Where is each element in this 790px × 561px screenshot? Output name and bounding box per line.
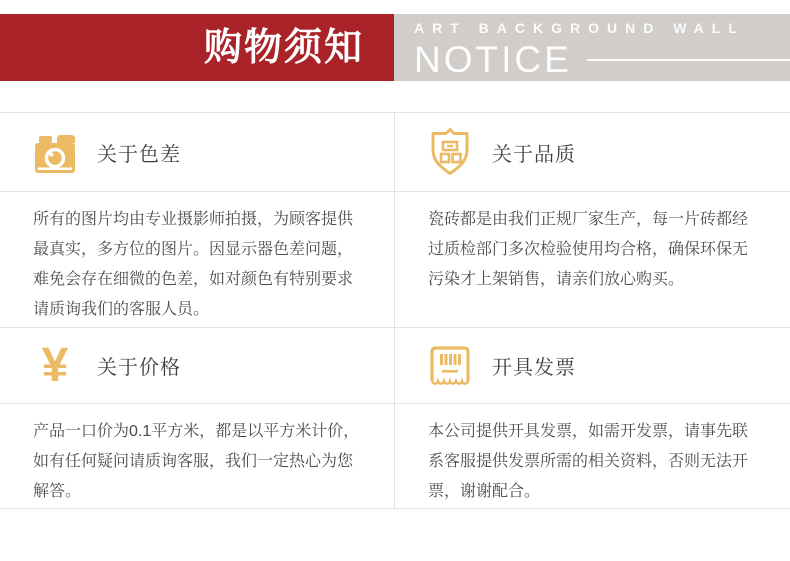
section-body: 本公司提供开具发票，如需开发票，请事先联系客服提供发票所需的相关资料，否则无法开票，谢谢配合。 bbox=[428, 423, 749, 500]
page-title: 购物须知 bbox=[203, 26, 364, 69]
section-invoice bbox=[395, 328, 790, 508]
section-body: 瓷砖都是由我们正规厂家生产，每一片砖都经过质检部门多次检验使用均合格，确保环保无污染才上架销售，请亲们放心购买。 bbox=[428, 211, 749, 288]
yen-icon bbox=[33, 338, 77, 392]
notice-divider-line bbox=[587, 59, 790, 61]
notice-grid-row-2 bbox=[0, 327, 790, 508]
section-title: 关于价格 bbox=[97, 357, 181, 379]
section-quality bbox=[395, 113, 790, 327]
section-body: 所有的图片均由专业摄影师拍摄，为顾客提供最真实，多方位的图片。因显示器色差问题，难免会存在细微的色差，如对颜色有特别要求请质询我们的客服人员。 bbox=[33, 211, 354, 318]
banner-gray-block bbox=[394, 14, 790, 81]
section-price-header bbox=[0, 328, 394, 404]
section-price bbox=[0, 328, 395, 508]
yen-glyph: ¥ bbox=[41, 338, 69, 392]
notice-grid bbox=[0, 112, 790, 509]
invoice-icon bbox=[428, 344, 472, 388]
camera-icon bbox=[33, 131, 77, 173]
section-title: 关于品质 bbox=[492, 143, 576, 166]
section-color-difference bbox=[0, 113, 395, 327]
header-banner bbox=[0, 14, 790, 81]
banner-subtitle: ART BACKGROUND WALL bbox=[414, 20, 745, 36]
section-color-difference-header bbox=[0, 113, 394, 192]
notice-label: NOTICE bbox=[414, 39, 572, 80]
notice-row bbox=[414, 41, 790, 78]
banner-red-block bbox=[0, 14, 394, 81]
section-title: 关于色差 bbox=[97, 143, 181, 166]
section-quality-header bbox=[395, 113, 790, 192]
notice-grid-row-1 bbox=[0, 112, 790, 327]
shield-icon bbox=[428, 128, 472, 176]
section-invoice-header bbox=[395, 328, 790, 404]
section-body: 产品一口价为0.1平方米，都是以平方米计价，如有任何疑问请质询客服，我们一定热心为您解答。 bbox=[33, 423, 360, 500]
section-title: 开具发票 bbox=[492, 357, 576, 379]
